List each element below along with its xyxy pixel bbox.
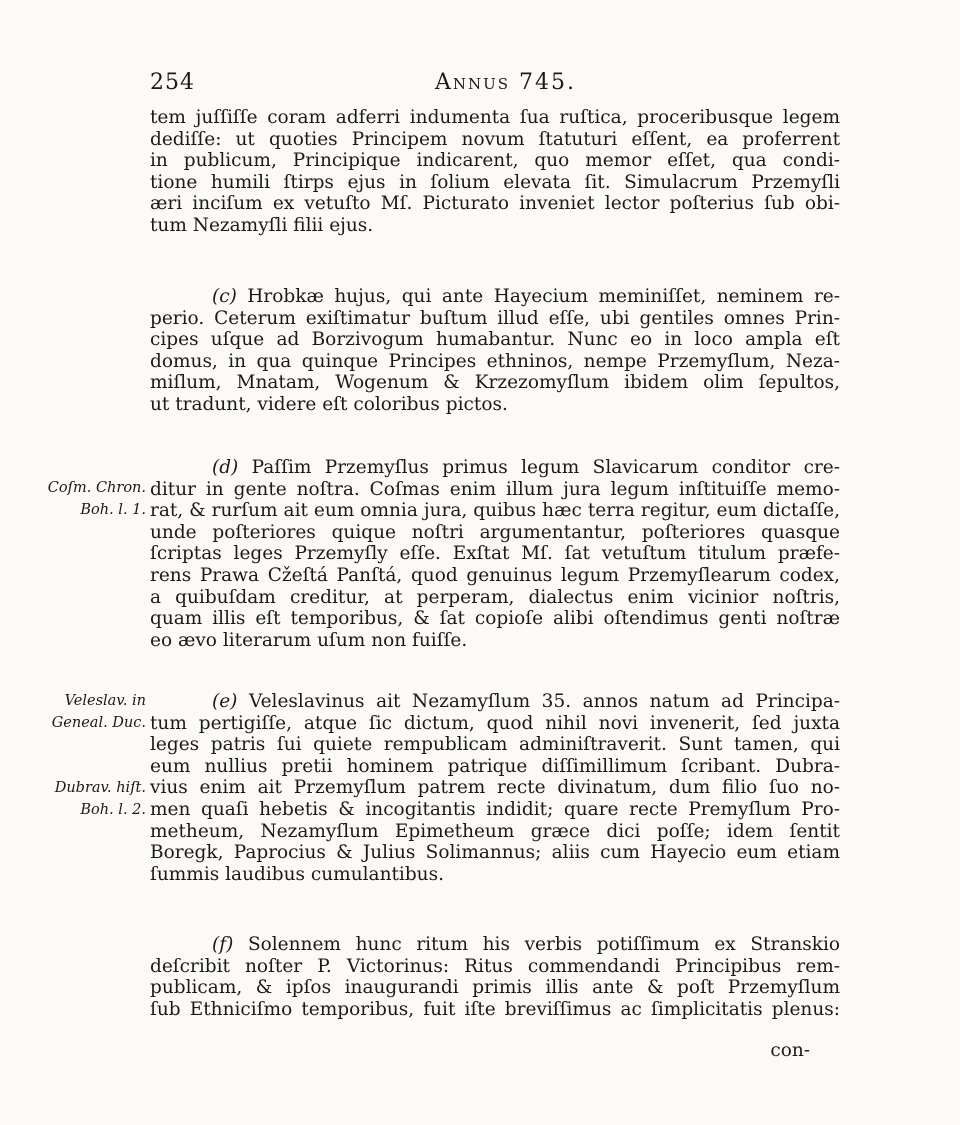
- text-line: Boregk, Paprocius & Julius Solimannus; aliis cum Hayecio eum etiam: [150, 842, 840, 864]
- text-line: publicam, & ipſos inaugurandi primis illis ante & poſt Przemyſlum: [150, 977, 840, 999]
- text-line: vius enim ait Przemyſlum patrem recte divinatum, dum filio ſuo no-: [150, 777, 840, 799]
- margin-note-cosmas: [28, 478, 146, 521]
- margin-note-dubrav: [28, 778, 146, 821]
- note-marker: (e): [212, 691, 238, 712]
- running-head: Annus 745.: [435, 70, 577, 95]
- text-line: dediſſe: ut quoties Principem novum ſtatuturi eſſent, ea proferrent: [150, 128, 840, 150]
- margin-line: Dubrav. hiſt.: [54, 780, 146, 796]
- text-line: rens Prawa Cžeſtá Panſtá, quod genuinus legum Przemyſlearum codex,: [150, 564, 840, 586]
- text-line: [150, 286, 840, 308]
- page-header: [150, 70, 810, 100]
- margin-line: Boh. l. 1.: [80, 501, 146, 518]
- text-line: deſcribit noſter P. Victorinus: Ritus commendandi Principibus rem-: [150, 955, 840, 977]
- paragraph-continuation: [150, 107, 840, 237]
- note-marker: (d): [212, 457, 239, 478]
- text-line: miſlum, Mnatam, Wogenum & Krzezomyſlum ibidem olim ſepultos,: [150, 372, 840, 394]
- text-line: ut tradunt, videre eſt coloribus pictos.: [150, 393, 508, 415]
- text-line: perio. Ceterum exiſtimatur buſtum illud eſſe, ubi gentiles omnes Prin-: [150, 307, 840, 329]
- text-line: rat, & rurſum ait eum omnia jura, quibus hæc terra regitur, eum dictaſſe,: [150, 500, 840, 522]
- text-line: ſummis laudibus cumulantibus.: [150, 863, 444, 885]
- margin-line: Veleslav. in: [64, 693, 146, 709]
- text-line: men quaſi hebetis & incogitantis indidit; quare recte Premyſlum Pro-: [150, 798, 840, 820]
- note-marker: (c): [212, 286, 237, 307]
- text-line: ſcriptas leges Przemyſly eſſe. Exſtat Mſ. ſat vetuſtum titulum præfe-: [150, 543, 840, 565]
- text-line: eo ævo literarum uſum non fuiſſe.: [150, 629, 468, 651]
- note-marker: (f): [212, 934, 234, 955]
- margin-note-veleslav: [28, 691, 146, 734]
- text-line: ditur in gente noſtra. Coſmas enim illum jura legum inſtituiſſe memo-: [150, 478, 840, 500]
- text-line: [150, 691, 840, 713]
- text-line: eum nullius pretii hominem patrique diſſimillimum ſcribant. Dubra-: [150, 755, 840, 777]
- note-text: Solennem hunc ritum his verbis potiſſimum ex Stranskio: [247, 934, 841, 955]
- margin-line: Coſm. Chron.: [47, 480, 146, 496]
- note-text: Veleslavinus ait Nezamyſlum 35. annos natum ad Principa-: [248, 691, 840, 712]
- page-number: 254: [150, 70, 195, 95]
- text-line: unde poſteriores quique noſtri argumentantur, poſteriores quasque: [150, 521, 840, 543]
- text-line: domus, in qua quinque Principes ethninos, nempe Przemyſlum, Neza-: [150, 350, 840, 372]
- text-line: cipes uſque ad Borzivogum humabantur. Nunc eo in loco ampla eſt: [150, 329, 840, 351]
- text-line: leges patris ſui quiete rempublicam adminiſtraverit. Sunt tamen, qui: [150, 734, 840, 756]
- text-line: tem juſſiſſe coram adferri indumenta ſua ruſtica, proceribusque legem: [150, 107, 840, 128]
- text-line: quam illis eſt temporibus, & ſat copioſe alibi oſtendimus genti noſtræ: [150, 608, 840, 630]
- text-line: tum pertigiſſe, atque ſic dictum, quod nihil novi invenerit, ſed juxta: [150, 712, 840, 734]
- text-line: ſub Ethniciſmo temporibus, fuit iſte breviſſimus ac ſimplicitatis plenus:: [150, 998, 840, 1020]
- margin-line: Boh. l. 2.: [80, 801, 146, 818]
- note-f: [150, 934, 840, 1020]
- note-text: Hrobkæ hujus, qui ante Hayecium meminiſſet, neminem re-: [247, 286, 840, 307]
- text-line: [150, 457, 840, 479]
- text-line: a quibuſdam creditur, at perperam, dialectus enim vicinior noſtris,: [150, 586, 840, 608]
- text-line: metheum, Nezamyſlum Epimetheum græce dici poſſe; idem ſentit: [150, 820, 840, 842]
- catchword: con-: [770, 1040, 810, 1061]
- note-c: [150, 286, 840, 416]
- text-line: tione humili ſtirps ejus in ſolium elevata ſit. Simulacrum Przemyſli: [150, 171, 840, 193]
- note-d: [150, 457, 840, 651]
- text-line: æri inciſum ex vetuſto Mſ. Picturato inveniet lector poſterius ſub obi-: [150, 193, 840, 215]
- text-line: in publicum, Principique indicarent, quo memor eſſet, qua condi-: [150, 150, 840, 172]
- note-text: Paſſim Przemyſlus primus legum Slavicarum conditor cre-: [251, 457, 840, 478]
- text-line: tum Nezamyſli filii ejus.: [150, 214, 374, 236]
- margin-line: Geneal. Duc.: [51, 714, 146, 731]
- note-e: [150, 691, 840, 885]
- text-line: [150, 934, 840, 956]
